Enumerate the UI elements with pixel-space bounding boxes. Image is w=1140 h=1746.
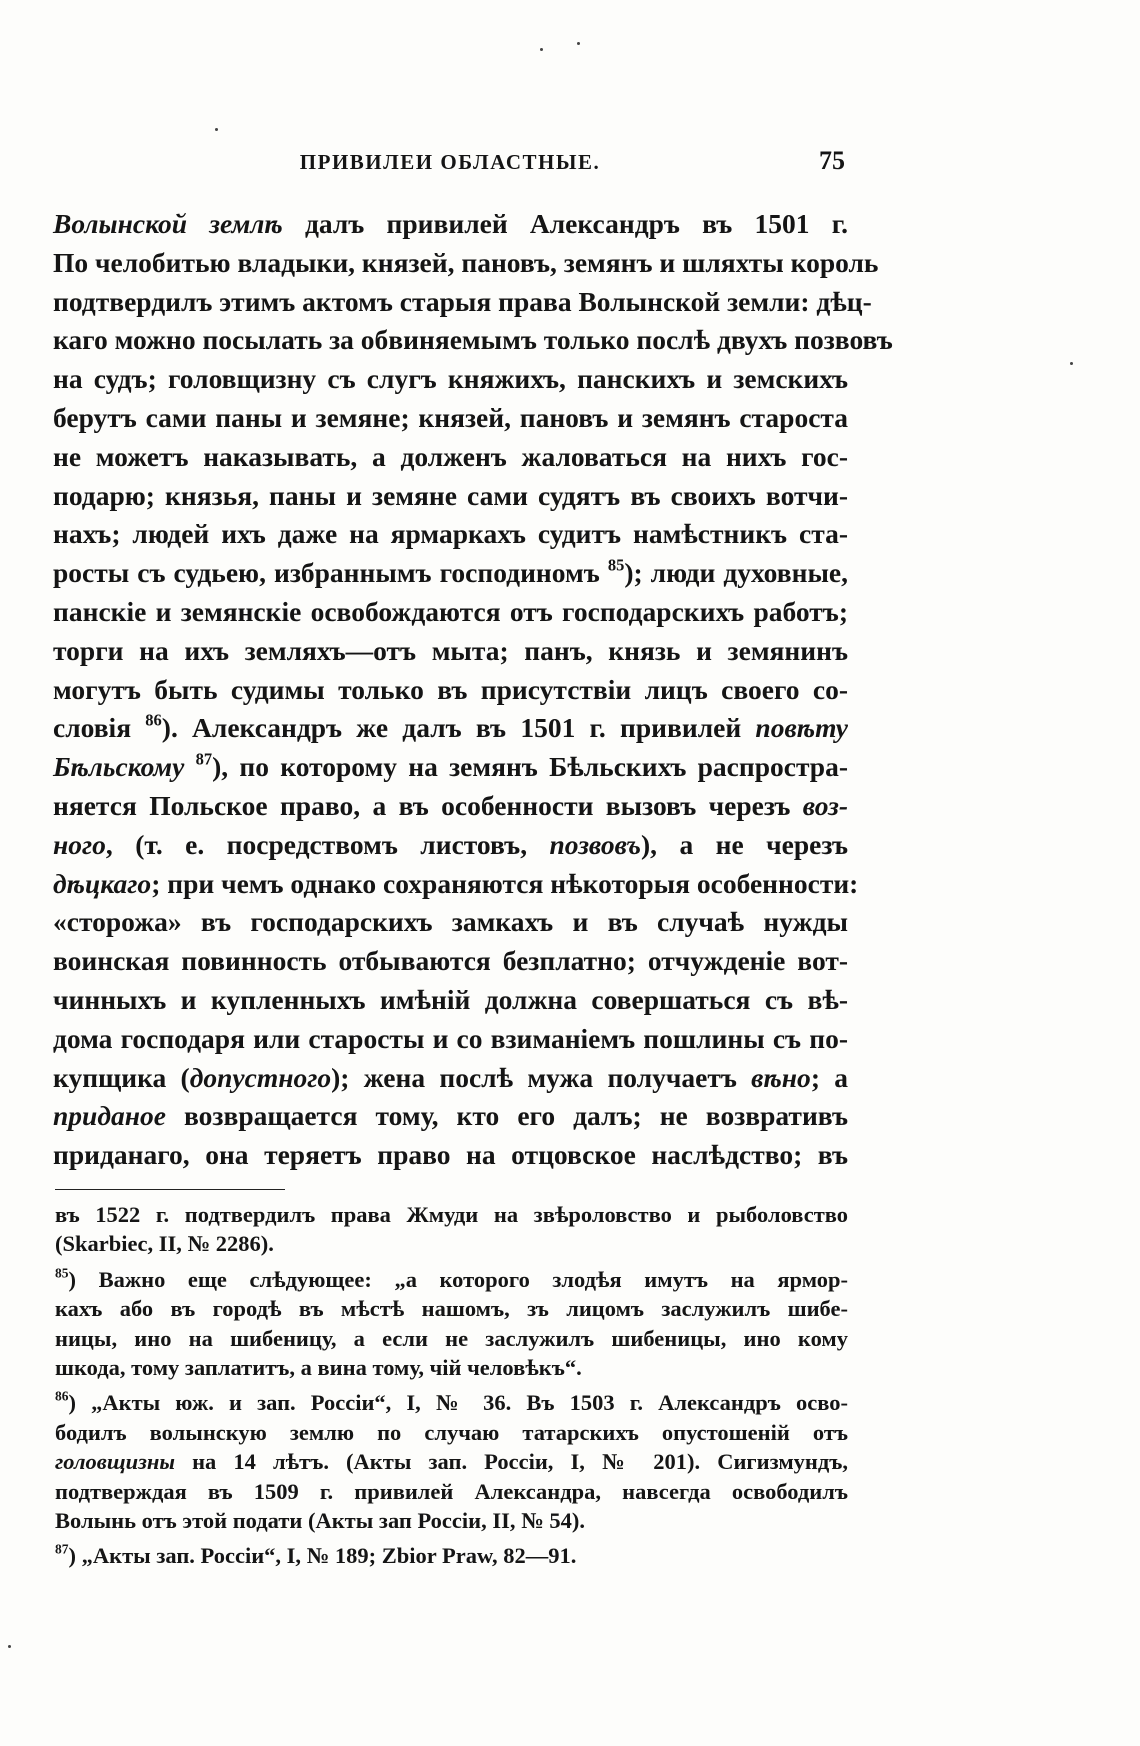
text-segment: По челобитью владыки, князей, пановъ, земянъ и шляхты король: [53, 246, 879, 278]
text-line: [53, 826, 848, 865]
footnote: [55, 1388, 848, 1535]
text-segment: Волынь отъ этой подати (Акты зап Россіи, II, № 54).: [55, 1507, 585, 1533]
page-number: 75: [819, 146, 845, 175]
text-segment: ) „Акты зап. Россіи“, I, № 189; Zbior Praw, 82—91.: [68, 1543, 577, 1569]
footnote-line: [55, 1506, 848, 1535]
text-segment: няется Польское право, а въ особенности вызовъ черезъ: [53, 789, 803, 821]
text-segment: каго можно посылать за обвиняемымъ только послѣ двухъ позвовъ: [53, 324, 893, 356]
footnote-line: [55, 1541, 848, 1570]
text-segment: торги на ихъ земляхъ—отъ мыта; панъ, князь и земянинъ: [53, 634, 848, 666]
text-segment: , (т. е. посредствомъ листовъ,: [105, 828, 550, 860]
text-segment: подтвердилъ этимъ актомъ старыя права Волынской земли: дѣц-: [53, 285, 872, 317]
text-segment: ) „Акты юж. и зап. Россіи“, I, № 36. Въ 1503 г. Александръ осво-: [68, 1390, 848, 1416]
text-segment: [184, 751, 195, 782]
footnote-reference: 86: [145, 710, 162, 730]
footnote-line: [55, 1229, 848, 1258]
text-segment: панскіе и земянскіе освобождаются отъ господарскихъ работъ;: [53, 595, 848, 627]
footnote-reference: 87: [195, 749, 213, 769]
text-line: [53, 748, 848, 787]
scan-speck: [8, 1645, 11, 1648]
italic-term: допустного: [189, 1061, 332, 1093]
text-line: [53, 671, 848, 710]
text-segment: могутъ быть судимы только въ присутствіи лицъ своего со-: [53, 673, 848, 705]
text-segment: воинская повинность отбываются безплатно; отчужденіе вот-: [53, 945, 848, 977]
text-segment: берутъ сами паны и земяне; князей, пановъ и земянъ староста: [53, 401, 848, 433]
text-line: [53, 283, 872, 322]
scan-speck: [215, 128, 218, 131]
text-line: [53, 438, 848, 477]
text-line: [53, 903, 848, 942]
text-line: [53, 554, 848, 593]
text-segment: ницы, ино на шибеницу, а если не заслужилъ шибеницы, ино кому: [55, 1325, 848, 1351]
italic-term: повѣту: [755, 712, 848, 744]
footnote: [55, 1265, 848, 1383]
footnote-line: [55, 1265, 848, 1294]
text-segment: возвращается тому, кто его далъ; не возвративъ: [165, 1100, 848, 1132]
text-line: [53, 709, 848, 748]
text-segment: приданаго, она теряетъ право на отцовское наслѣдство; въ: [53, 1139, 848, 1171]
footnote-line: [55, 1388, 848, 1417]
footnote: [55, 1200, 848, 1259]
text-segment: ); люди духовные,: [624, 557, 848, 589]
text-segment: купщика (: [53, 1061, 190, 1093]
text-segment: подарю; князья, паны и земяне сами судятъ въ своихъ вотчи-: [53, 479, 848, 511]
text-segment: «сторожа» въ господарскихъ замкахъ и въ случаѣ нужды: [53, 906, 848, 938]
footnote-reference: 85: [55, 1265, 69, 1281]
text-segment: нахъ; людей ихъ даже на ярмаркахъ судитъ намѣстникъ ста-: [53, 518, 848, 550]
text-segment: чинныхъ и купленныхъ имѣній должна совершаться съ вѣ-: [53, 983, 848, 1015]
text-line: [53, 1136, 848, 1175]
text-segment: ), по которому на земянъ Бѣльскихъ распростра-: [212, 751, 848, 783]
text-segment: кахъ або въ городѣ въ мѣстѣ нашомъ, зъ лицомъ заслужилъ шибе-: [55, 1296, 848, 1322]
text-line: [53, 205, 848, 244]
text-segment: (Skarbiec, II, № 2286).: [55, 1231, 274, 1257]
italic-term: вѣно: [751, 1061, 811, 1093]
text-line: [53, 942, 848, 981]
text-line: [53, 360, 848, 399]
text-line: [53, 1097, 848, 1136]
footnote-line: [55, 1324, 848, 1353]
text-segment: ; а: [810, 1061, 848, 1093]
text-line: [53, 399, 848, 438]
italic-term: позвовъ: [549, 828, 642, 860]
text-segment: ) Важно еще слѣдующее: „а которого злодѣя имутъ на ярмор-: [68, 1266, 848, 1292]
text-line: [53, 981, 848, 1020]
text-segment: подтверждая въ 1509 г. привилей Александра, навсегда освободилъ: [55, 1478, 848, 1504]
text-line: [53, 1020, 848, 1059]
text-line: [53, 1059, 848, 1098]
italic-term: Бѣльскому: [53, 751, 185, 783]
text-segment: словія: [53, 712, 146, 744]
footnotes: [55, 1200, 848, 1571]
italic-term: приданое: [53, 1100, 166, 1132]
text-segment: дома господаря или старосты и со взиманіемъ пошлины съ по-: [53, 1022, 848, 1054]
text-line: [53, 244, 879, 283]
main-text: [53, 205, 893, 1175]
italic-term: воз-: [802, 789, 848, 821]
text-line: [53, 632, 848, 671]
footnote-reference: 87: [55, 1541, 69, 1557]
scan-speck: [540, 48, 543, 51]
text-line: [53, 787, 848, 826]
scan-speck: [577, 42, 580, 45]
text-segment: ). Александръ же далъ въ 1501 г. привилей: [161, 712, 756, 744]
footnote-reference: 85: [607, 555, 625, 575]
text-segment: ), а не черезъ: [641, 828, 848, 860]
footnote-separator: [55, 1189, 285, 1190]
italic-term: Волынской землѣ: [53, 208, 283, 239]
footnote: [55, 1541, 848, 1570]
text-line: [53, 593, 848, 632]
footnote-line: [55, 1353, 848, 1382]
footnote-reference: 86: [55, 1388, 69, 1404]
footnote-line: [55, 1477, 848, 1506]
text-segment: росты съ судьею, избраннымъ господиномъ: [53, 557, 608, 589]
text-line: [53, 865, 859, 904]
text-segment: на судъ; головщизну съ слугъ княжихъ, панскихъ и земскихъ: [53, 363, 848, 395]
text-segment: на 14 лѣтъ. (Акты зап. Россіи, I, № 201). Сигизмундъ,: [174, 1449, 848, 1475]
italic-term: головщизны: [55, 1449, 175, 1475]
text-segment: ); жена послѣ мужа получаетъ: [331, 1061, 752, 1093]
italic-term: дѣцкаго: [53, 867, 152, 899]
footnote-line: [55, 1200, 848, 1229]
scan-speck: [1070, 362, 1073, 365]
running-head: ПРИВИЛЕИ ОБЛАСТНЫЕ.: [299, 150, 601, 174]
text-line: [53, 321, 893, 360]
text-segment: ; при чемъ однако сохраняются нѣкоторыя особенности:: [151, 867, 859, 899]
text-line: [53, 477, 848, 516]
footnote-line: [55, 1447, 848, 1476]
text-segment: въ 1522 г. подтвердилъ права Жмуди на звѣроловство и рыболовство: [55, 1202, 848, 1227]
page-header: [55, 146, 845, 190]
text-segment: бодилъ волынскую землю по случаю татарскихъ опустошеній отъ: [55, 1419, 848, 1445]
text-segment: далъ привилей Александръ въ 1501 г.: [282, 208, 848, 239]
footnote-line: [55, 1418, 848, 1447]
text-segment: шкода, тому заплатитъ, а вина тому, чій человѣкъ“.: [55, 1354, 582, 1380]
footnote-line: [55, 1294, 848, 1323]
text-segment: не можетъ наказывать, а долженъ жаловаться на нихъ гос-: [53, 440, 848, 472]
italic-term: ного: [53, 828, 106, 860]
text-line: [53, 515, 848, 554]
